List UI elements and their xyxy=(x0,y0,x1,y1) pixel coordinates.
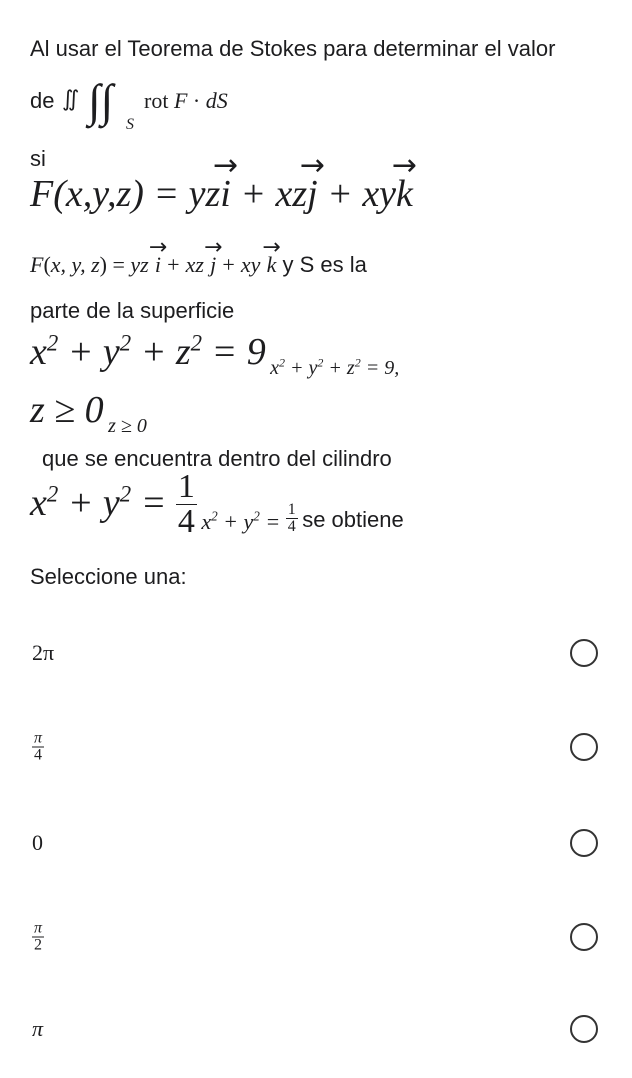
parte-superficie-text: parte de la superficie xyxy=(30,298,235,323)
radio-button[interactable] xyxy=(570,923,598,951)
option-label: $\frac{\pi}{2}$ xyxy=(34,919,43,954)
select-prompt: Seleccione una: xyxy=(30,564,187,589)
radio-button[interactable] xyxy=(570,1015,598,1043)
option-2pi[interactable] xyxy=(0,608,632,698)
option-zero[interactable] xyxy=(0,798,632,888)
radio-button[interactable] xyxy=(570,733,598,761)
double-integral-large: ∫∫ xyxy=(88,75,114,126)
y-s-es-la-text: y S es la xyxy=(282,252,367,277)
option-pi-over-4[interactable] xyxy=(0,702,632,792)
option-label: 2π xyxy=(32,640,55,665)
si-text: si xyxy=(30,146,46,171)
vector-field-large: F(x,y,z) = yz→ i + xz→ j + xy→ k xyxy=(30,172,413,216)
cylinder-equation-line: $x^2 + y^2$ = $\frac{1}{4}$ $x^2 + y^2$ = $\frac{1}{4}$ se obtiene xyxy=(30,468,404,540)
option-label: 0 xyxy=(32,830,43,855)
z-nonnegative-line: z ≥ 0 z ≥ 0 xyxy=(30,389,147,437)
option-label: $\frac{\pi}{4}$ xyxy=(34,729,43,764)
de-text: de xyxy=(30,88,55,113)
option-pi[interactable] xyxy=(0,984,632,1074)
double-integral-small: ∬ xyxy=(62,86,80,111)
cilindro-text: que se encuentra dentro del cilindro xyxy=(42,446,392,471)
option-pi-over-2[interactable] xyxy=(0,892,632,982)
option-label: π xyxy=(32,1016,44,1041)
sphere-equation-line: $x^2 + y^2 + z^2 = 9$ $x^2 + y^2 + z^2 = 9$, xyxy=(30,330,400,379)
radio-button[interactable] xyxy=(570,829,598,857)
vector-field-line: F(x, y, z) = yz → i + xz → j + xy → k y S es la xyxy=(30,252,367,278)
se-obtiene-text: se obtiene xyxy=(302,506,404,532)
integral-subscript-s: S xyxy=(126,116,134,133)
radio-button[interactable] xyxy=(570,639,598,667)
question-line-1: Al usar el Teorema de Stokes para determinar el valor xyxy=(30,36,556,61)
integral-expression: rot F · dS xyxy=(144,88,228,113)
